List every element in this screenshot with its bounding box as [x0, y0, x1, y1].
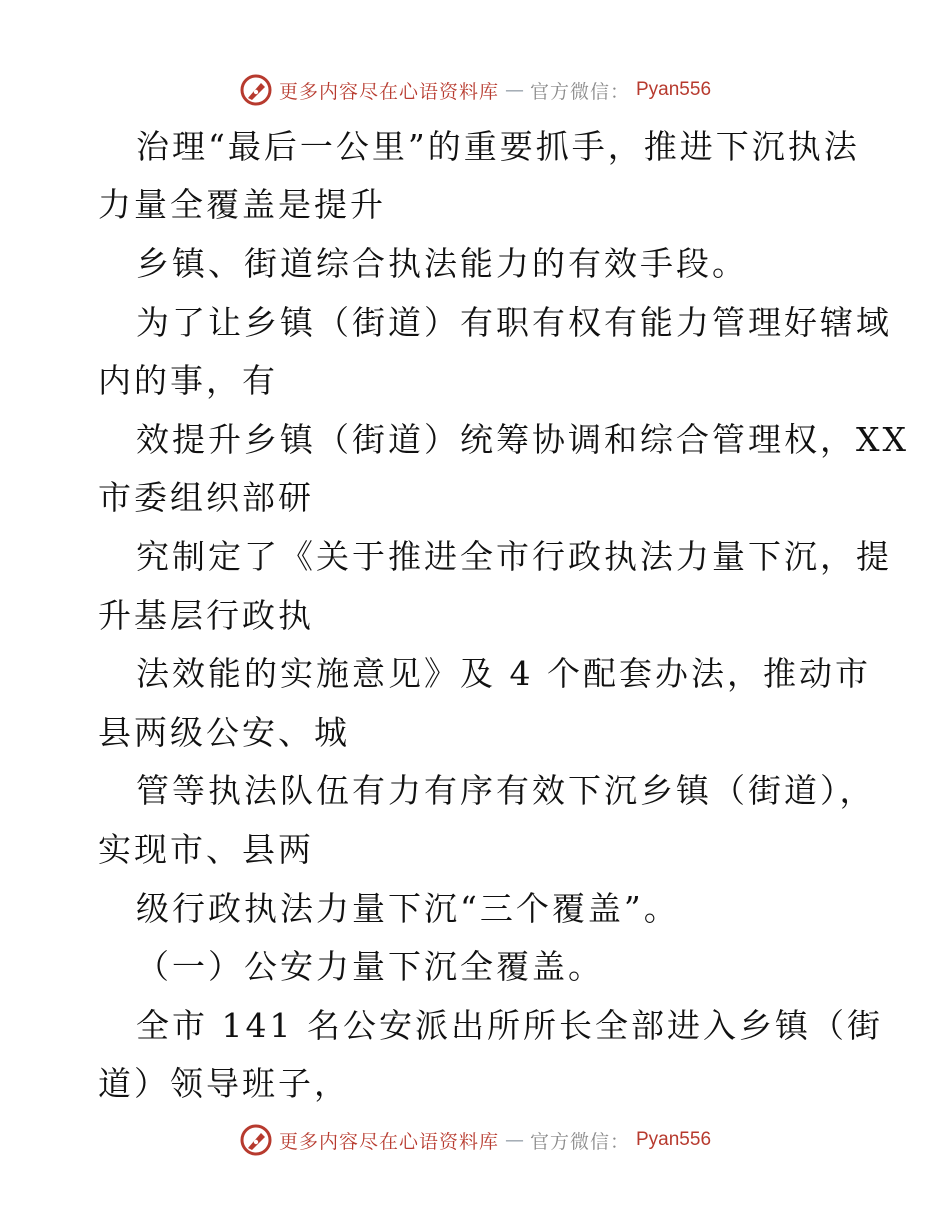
pen-nib-logo-icon: [239, 73, 273, 107]
banner-main-text: 更多内容尽在心语资料库: [278, 1130, 499, 1153]
body-line: （一）公安力量下沉全覆盖。: [136, 947, 604, 986]
banner-sub-text: 官方微信：: [529, 80, 630, 103]
body-line: 效提升乡镇（街道）统筹协调和综合管理权，XX: [136, 420, 909, 459]
body-line: 治理“最后一公里”的重要抓手，推进下沉执法: [136, 127, 860, 166]
banner-main-text: 更多内容尽在心语资料库: [278, 80, 499, 103]
footer-banner: [0, 1120, 950, 1160]
banner-wechat-id: Pyan556: [636, 79, 712, 100]
body-line: 乡镇、街道综合执法能力的有效手段。: [136, 244, 748, 283]
body-line: 究制定了《关于推进全市行政执法力量下沉，提: [136, 537, 892, 576]
body-line: 级行政执法力量下沉“三个覆盖”。: [136, 889, 680, 928]
banner-separator: —: [504, 1129, 524, 1151]
header-banner: [0, 70, 950, 110]
body-line: 力量全覆盖是提升: [98, 185, 386, 224]
body-line: 实现市、县两: [98, 830, 314, 869]
body-line: 管等执法队伍有力有序有效下沉乡镇（街道），: [136, 771, 876, 810]
pen-nib-logo-icon: [239, 1123, 273, 1157]
body-line: 升基层行政执: [98, 596, 314, 635]
banner-wechat-id: Pyan556: [636, 1129, 712, 1150]
banner-sub-text: 官方微信：: [529, 1130, 630, 1153]
body-line: 为了让乡镇（街道）有职有权有能力管理好辖域: [136, 303, 892, 342]
body-line: 法效能的实施意见》及 4 个配套办法，推动市: [136, 654, 871, 693]
banner-separator: —: [504, 79, 524, 101]
body-line: 内的事，有: [98, 361, 278, 400]
body-line: 县两级公安、城: [98, 713, 350, 752]
body-line: 市委组织部研: [98, 478, 314, 517]
body-line: 道）领导班子，: [98, 1064, 350, 1103]
body-line: 全市 141 名公安派出所所长全部进入乡镇（街: [136, 1006, 883, 1045]
